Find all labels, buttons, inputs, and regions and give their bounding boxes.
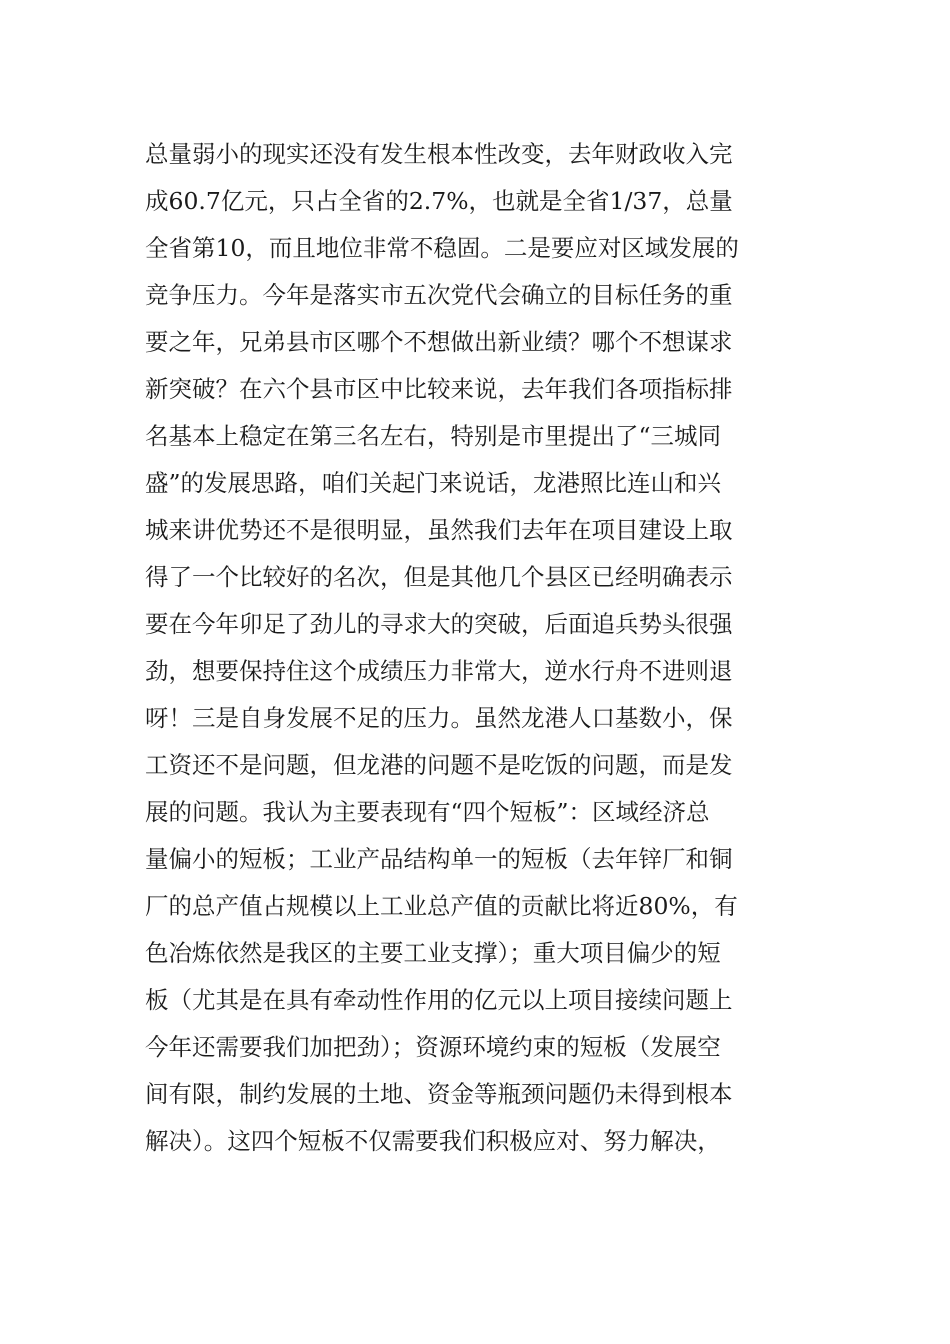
text-line: 新突破？在六个县市区中比较来说，去年我们各项指标排 <box>145 375 733 403</box>
text-line: 板（尤其是在具有牵动性作用的亿元以上项目接续问题上 <box>145 986 733 1014</box>
text-line: 劲，想要保持住这个成绩压力非常大，逆水行舟不进则退 <box>145 657 733 685</box>
text-line: 竞争压力。今年是落实市五次党代会确立的目标任务的重 <box>145 281 733 309</box>
text-line: 城来讲优势还不是很明显，虽然我们去年在项目建设上取 <box>145 516 733 544</box>
text-line: 得了一个比较好的名次，但是其他几个县区已经明确表示 <box>145 563 733 591</box>
text-line: 名基本上稳定在第三名左右，特别是市里提出了“三城同 <box>145 422 722 450</box>
text-line: 间有限，制约发展的土地、资金等瓶颈问题仍未得到根本 <box>145 1080 733 1108</box>
text-line: 展的问题。我认为主要表现有“四个短板”：区域经济总 <box>145 798 710 826</box>
text-line: 今年还需要我们加把劲）；资源环境约束的短板（发展空 <box>145 1033 721 1061</box>
text-line: 总量弱小的现实还没有发生根本性改变，去年财政收入完 <box>145 140 733 168</box>
text-line: 解决）。这四个短板不仅需要我们积极应对、努力解决， <box>145 1127 721 1155</box>
text-line: 呀！三是自身发展不足的压力。虽然龙港人口基数小，保 <box>145 704 733 732</box>
text-line: 盛”的发展思路，咱们关起门来说话，龙港照比连山和兴 <box>145 469 722 497</box>
body-paragraph <box>145 131 815 1165</box>
text-line: 要之年，兄弟县市区哪个不想做出新业绩？哪个不想谋求 <box>145 328 733 356</box>
text-line: 成60.7亿元，只占全省的2.7%，也就是全省1/37，总量 <box>145 187 733 215</box>
text-line: 量偏小的短板；工业产品结构单一的短板（去年锌厂和铜 <box>145 845 733 873</box>
text-line: 全省第10，而且地位非常不稳固。二是要应对区域发展的 <box>145 234 739 262</box>
text-line: 要在今年卯足了劲儿的寻求大的突破，后面追兵势头很强 <box>145 610 733 638</box>
text-line: 工资还不是问题，但龙港的问题不是吃饭的问题，而是发 <box>145 751 733 779</box>
text-line: 色冶炼依然是我区的主要工业支撑）；重大项目偏少的短 <box>145 939 721 967</box>
text-line: 厂的总产值占规模以上工业总产值的贡献比将近80%，有 <box>145 892 738 920</box>
